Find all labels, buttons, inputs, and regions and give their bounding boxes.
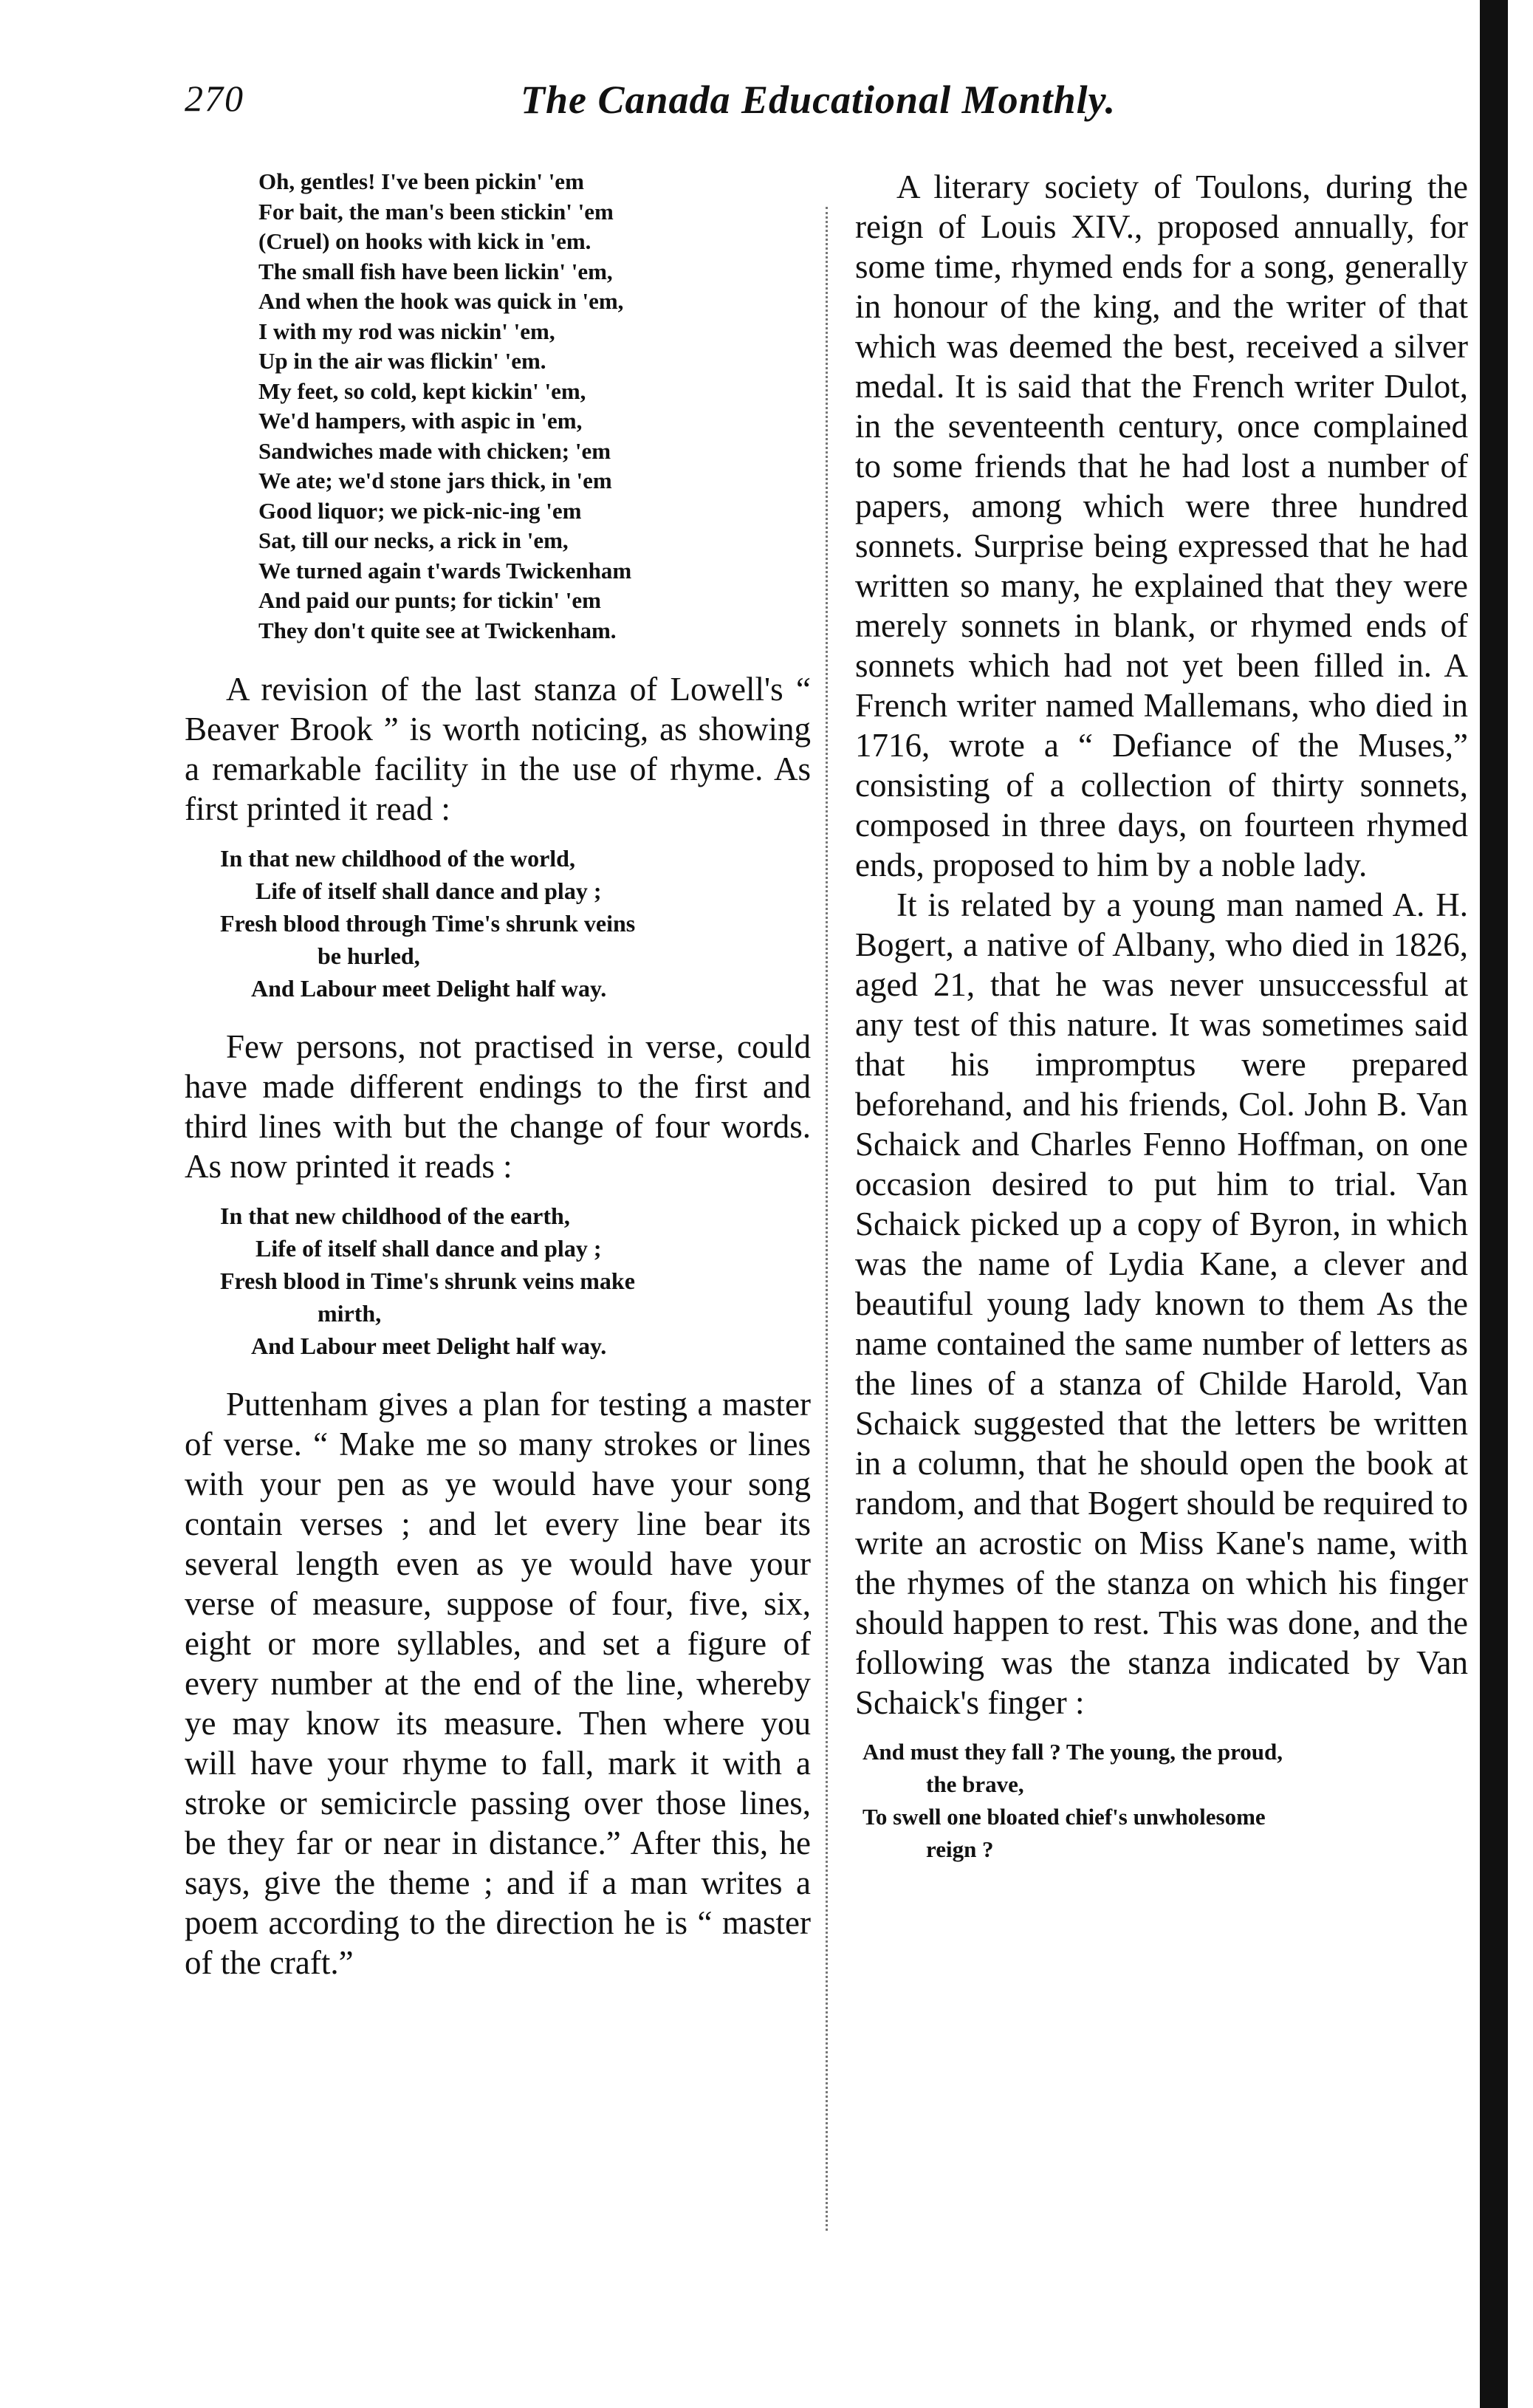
bogert-paragraph: It is related by a young man named A. H. Bogert, a native of Albany, who died in 1826, aged 21, that he was never unsuccessful at any test of this nature. It was sometimes said that his impromptus were prepared beforehand, and his friends, Col. John B. Van Schaick and Charles Fenno Hoffman, on one occasion desired to put him to trial. Van Schaick picked up a copy of Byron, in which was the name of Lydia Kane, a clever and beautiful young lady known to them As the name contained the same number of letters as the lines of a stanza of Childe Harold, Van Schaick suggested that the letters be written in a column, that he should open the book at random, and that Bogert should be required to write an acrostic on Miss Kane's name, with the rhymes of the stanza on which his finger should happen to rest. This was done, and the following was the stanza indicated by Van Schaick's finger :: [855, 886, 1468, 1721]
poem-line: (Cruel) on hooks with kick in 'em.: [258, 228, 591, 254]
first-printed-stanza: [185, 842, 811, 1005]
right-column: [855, 167, 1468, 1888]
now-printed-stanza: [185, 1200, 811, 1362]
stanza-line: Life of itself shall dance and play ;: [256, 878, 602, 904]
stanza-line: To swell one bloated chief's unwholesome: [862, 1804, 1266, 1830]
poem-line: Sat, till our necks, a rick in 'em,: [258, 527, 569, 553]
poem-line: Oh, gentles! I've been pickin' 'em: [258, 168, 584, 194]
poem-line: Up in the air was flickin' 'em.: [258, 348, 546, 374]
stanza-line: And must they fall ? The young, the proud,: [862, 1739, 1283, 1765]
poem-line: We turned again t'wards Twickenham: [258, 557, 632, 584]
poem-line: We'd hampers, with aspic in 'em,: [258, 408, 583, 434]
poem-line: And paid our punts; for tickin' 'em: [258, 587, 601, 613]
puttenham-paragraph: Puttenham gives a plan for testing a master of verse. “ Make me so many strokes or lines with your pen as ye would have your song contain verses ; and let every line bear its several length even as ye would have your verse of measure, suppose of four, five, six, eight or more syllables, and set a figure of every number at the end of the line, whereby ye may know its measure. Then where you will have your rhyme to fall, mark it with a stroke or semicircle passing over those lines, be they far or near in distance.” After this, he says, give the theme ; and if a man writes a poem according to the direction he is “ master of the craft.”: [185, 1386, 811, 1981]
stanza-line: Fresh blood in Time's shrunk veins make: [220, 1268, 635, 1294]
few-persons-paragraph: Few persons, not practised in verse, could have made different endings to the first and third lines with but the change of four words. As now printed it reads :: [185, 1028, 811, 1185]
gentles-poem: [185, 167, 811, 646]
stanza-line: Life of itself shall dance and play ;: [256, 1235, 602, 1262]
stanza-line: reign ?: [926, 1836, 994, 1862]
poem-line: Good liquor; we pick-nic-ing 'em: [258, 497, 582, 524]
poem-line: My feet, so cold, kept kickin' 'em,: [258, 377, 586, 404]
revision-paragraph: A revision of the last stanza of Lowell's “ Beaver Brook ” is worth noticing, as showing a remarkable facility in the use of rhyme. As first printed it read :: [185, 671, 811, 827]
column-divider: [826, 207, 828, 2231]
stanza-line: mirth,: [318, 1300, 382, 1327]
toulons-paragraph: A literary society of Toulons, during the reign of Louis XIV., proposed annually, for some time, rhymed ends for a song, generally in honour of the king, and the writer of that which was deemed the best, received a silver medal. It is said that the French writer Dulot, in the seventeenth century, once complained to some friends that he had lost a number of papers, among which were three hundred sonnets. Surprise being expressed that he had written so many, he explained that they were merely sonnets in blank, or rhymed ends of sonnets which had not yet been filled in. A French writer named Mallemans, who died in 1716, wrote a “ Defiance of the Muses,” consisting of a collection of thirty sonnets, composed in three days, on fourteen rhymed ends, proposed to him by a noble lady.: [855, 168, 1468, 883]
page-number: 270: [185, 78, 244, 119]
poem-line: And when the hook was quick in 'em,: [258, 288, 624, 314]
poem-line: We ate; we'd stone jars thick, in 'em: [258, 468, 612, 493]
stanza-line: And Labour meet Delight half way.: [251, 1333, 607, 1359]
poem-line: They don't quite see at Twickenham.: [258, 617, 617, 643]
poem-line: I with my rod was nickin' 'em,: [258, 318, 555, 344]
page-header: [185, 77, 1307, 136]
poem-line: The small fish have been lickin' 'em,: [258, 258, 613, 284]
stanza-line: In that new childhood of the earth,: [220, 1203, 570, 1229]
scan-edge-bar: [1480, 0, 1508, 2408]
childe-harold-stanza: [855, 1736, 1468, 1866]
running-title: The Canada Educational Monthly.: [521, 78, 1117, 122]
left-column: [185, 167, 811, 1983]
stanza-line: And Labour meet Delight half way.: [251, 975, 607, 1002]
stanza-line: the brave,: [926, 1771, 1024, 1797]
stanza-line: Fresh blood through Time's shrunk veins: [220, 910, 636, 937]
stanza-line: be hurled,: [318, 943, 420, 969]
poem-line: Sandwiches made with chicken; 'em: [258, 437, 611, 464]
stanza-line: In that new childhood of the world,: [220, 845, 575, 872]
poem-line: For bait, the man's been stickin' 'em: [258, 198, 614, 225]
